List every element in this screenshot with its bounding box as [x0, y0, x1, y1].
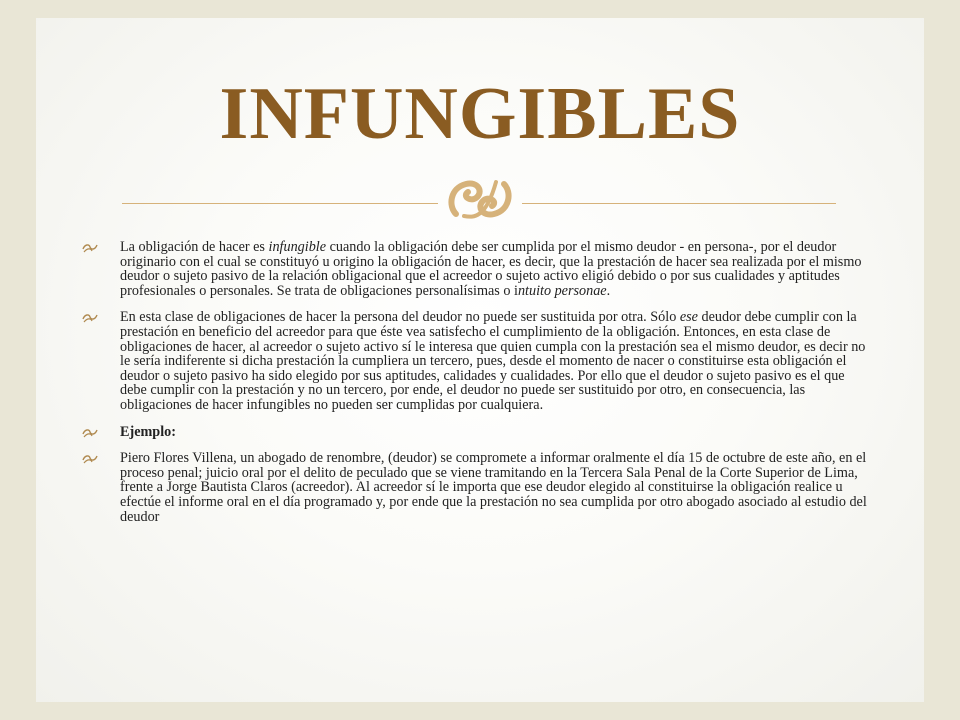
- paragraph-text: La obligación de hacer es infungible cuando la obligación debe ser cumplida por el mismo deudor - en persona-, por el deudor originario con el cual se constituyó u origino la obligación de hacer, es decir, que la prestación de hacer sea realizada por el mismo deudor o sujeto pasivo de la relación obligacional que el acreedor o sujeto activo eligió debido o por sus cualidades y aptitudes profesionales o personales. Se trata de obligaciones personalísimas o intuito personae.: [120, 239, 862, 299]
- ornamental-bullet-icon: [82, 453, 98, 464]
- ornamental-bullet-icon: [82, 427, 98, 438]
- content-list: [82, 240, 872, 536]
- list-item: [82, 451, 872, 524]
- list-item: [82, 425, 872, 440]
- list-item: [82, 310, 872, 412]
- paragraph-text: Piero Flores Villena, un abogado de renombre, (deudor) se compromete a informar oralmente el día 15 de octubre de este año, en el proceso penal; juicio oral por el delito de peculado que se viene tramitando en la Tercera Sala Penal de la Corte Superior de Lima, frente a Jorge Bautista Claros (acreedor). Al acreedor sí le importa que ese deudor elegido al constituirse la obligación realice u efectúe el informe oral en el día programado y, por ende que la prestación no sea cumplida por otro abogado asociado al estudio del deudor: [120, 450, 867, 525]
- ornamental-bullet-icon: [82, 242, 98, 253]
- title-divider-left: [122, 203, 438, 204]
- paragraph-text: En esta clase de obligaciones de hacer la persona del deudor no puede ser sustituida por otra. Sólo ese deudor debe cumplir con la prestación en beneficio del acreedor para que éste vea satisfecho el cumplimiento de la obligación. Entonces, en esta clase de obligaciones de hacer, al acreedor o sujeto activo sí le interesa que quien cumpla con la prestación sea el mismo deudor, es decir no le sería indiferente si dicha prestación la cumpliera un tercero, pues, desde el momento de nacer o constituirse esta obligación el deudor o sujeto pasivo ha sido elegido por sus aptitudes, calidades y cualidades. Por ello que el deudor o sujeto pasivo es el que debe cumplir con la prestación y no un tercero, por ende, el deudor no puede ser sustituido por otro, en consecuencia, las obligaciones de hacer infungibles no pueden ser cumplidas por cualquiera.: [120, 309, 866, 413]
- example-heading: Ejemplo:: [120, 423, 176, 440]
- slide-title: INFUNGIBLES: [219, 73, 741, 155]
- list-item: [82, 240, 872, 298]
- curly-flourish-icon: [442, 172, 518, 226]
- title-divider-right: [522, 203, 836, 204]
- ornamental-bullet-icon: [82, 312, 98, 323]
